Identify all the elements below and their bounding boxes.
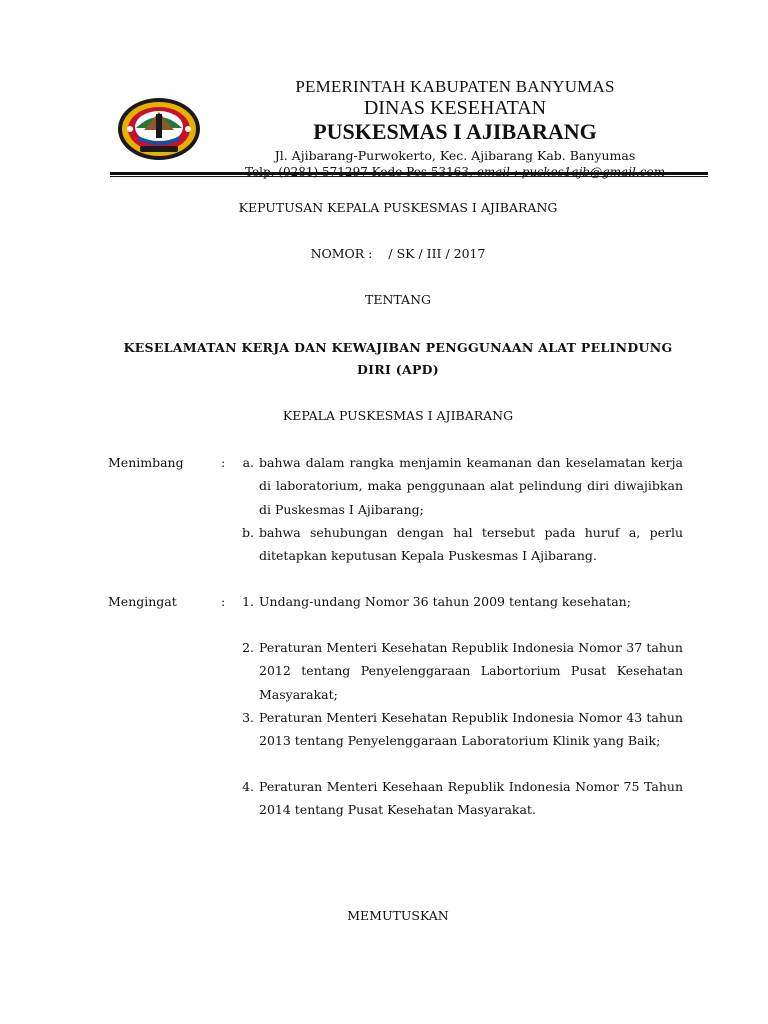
decree-issuer: KEPALA PUSKESMAS I AJIBARANG	[282, 408, 514, 423]
decree-number	[108, 246, 688, 261]
menimbang-item-b: bahwa sehubungan dengan hal tersebut pada huruf a, perlu ditetapkan keputusan Kepala Puskesmas I Ajibarang.	[259, 525, 683, 564]
mengingat-mark-2: 2.	[242, 640, 254, 655]
letterhead	[205, 76, 705, 181]
menimbang-item-a: bahwa dalam rangka menjamin keamanan dan keselamatan kerja di laboratorium, maka penggunaan alat pelindung diri diwajibkan di Puskesmas I Ajibarang;	[259, 455, 683, 517]
mengingat-colon: :	[221, 594, 226, 609]
menimbang-label: Menimbang	[108, 455, 184, 470]
letterhead-rule-thick	[110, 172, 708, 175]
mengingat-mark-4: 4.	[242, 779, 254, 794]
letterhead-rule-thin	[110, 176, 708, 177]
banyumas-regency-emblem-icon	[116, 96, 202, 162]
mengingat-item-2: Peraturan Menteri Kesehatan Republik Indonesia Nomor 37 tahun 2012 tentang Penyelenggaraan Labortorium Pusat Kesehatan Masyarakat;	[259, 640, 683, 702]
letterhead-government: PEMERINTAH KABUPATEN BANYUMAS	[295, 77, 615, 96]
decree-subject-line2: DIRI (APD)	[356, 362, 440, 377]
menimbang-mark-b: b.	[242, 525, 254, 540]
mengingat-item-4: Peraturan Menteri Kesehaan Republik Indonesia Nomor 75 Tahun 2014 tentang Pusat Kesehatan Masyarakat.	[259, 779, 683, 818]
menimbang-mark-a: a.	[242, 455, 254, 470]
mengingat-item-3: Peraturan Menteri Kesehatan Republik Indonesia Nomor 43 tahun 2013 tentang Penyelenggaraan Laboratorium Klinik yang Baik;	[259, 710, 683, 749]
letterhead-institution: PUSKESMAS I AJIBARANG	[313, 119, 597, 144]
decree-title: KEPUTUSAN KEPALA PUSKESMAS I AJIBARANG	[238, 200, 558, 215]
decree-about: TENTANG	[364, 292, 431, 307]
letterhead-department: DINAS KESEHATAN	[363, 97, 547, 119]
decree-number-label: NOMOR :	[310, 246, 373, 261]
mengingat-label: Mengingat	[108, 594, 177, 609]
menimbang-colon: :	[221, 455, 226, 470]
decree-subject-line1: KESELAMATAN KERJA DAN KEWAJIBAN PENGGUNAAN ALAT PELINDUNG	[123, 340, 673, 355]
mengingat-mark-1: 1.	[242, 594, 254, 609]
mengingat-item-1: Undang-undang Nomor 36 tahun 2009 tentang kesehatan;	[259, 594, 631, 609]
letterhead-address: Jl. Ajibarang-Purwokerto, Kec. Ajibarang Kab. Banyumas	[274, 148, 636, 163]
mengingat-mark-3: 3.	[242, 710, 254, 725]
decree-number-value: / SK / III / 2017	[388, 246, 486, 261]
decision-heading: MEMUTUSKAN	[347, 908, 449, 923]
